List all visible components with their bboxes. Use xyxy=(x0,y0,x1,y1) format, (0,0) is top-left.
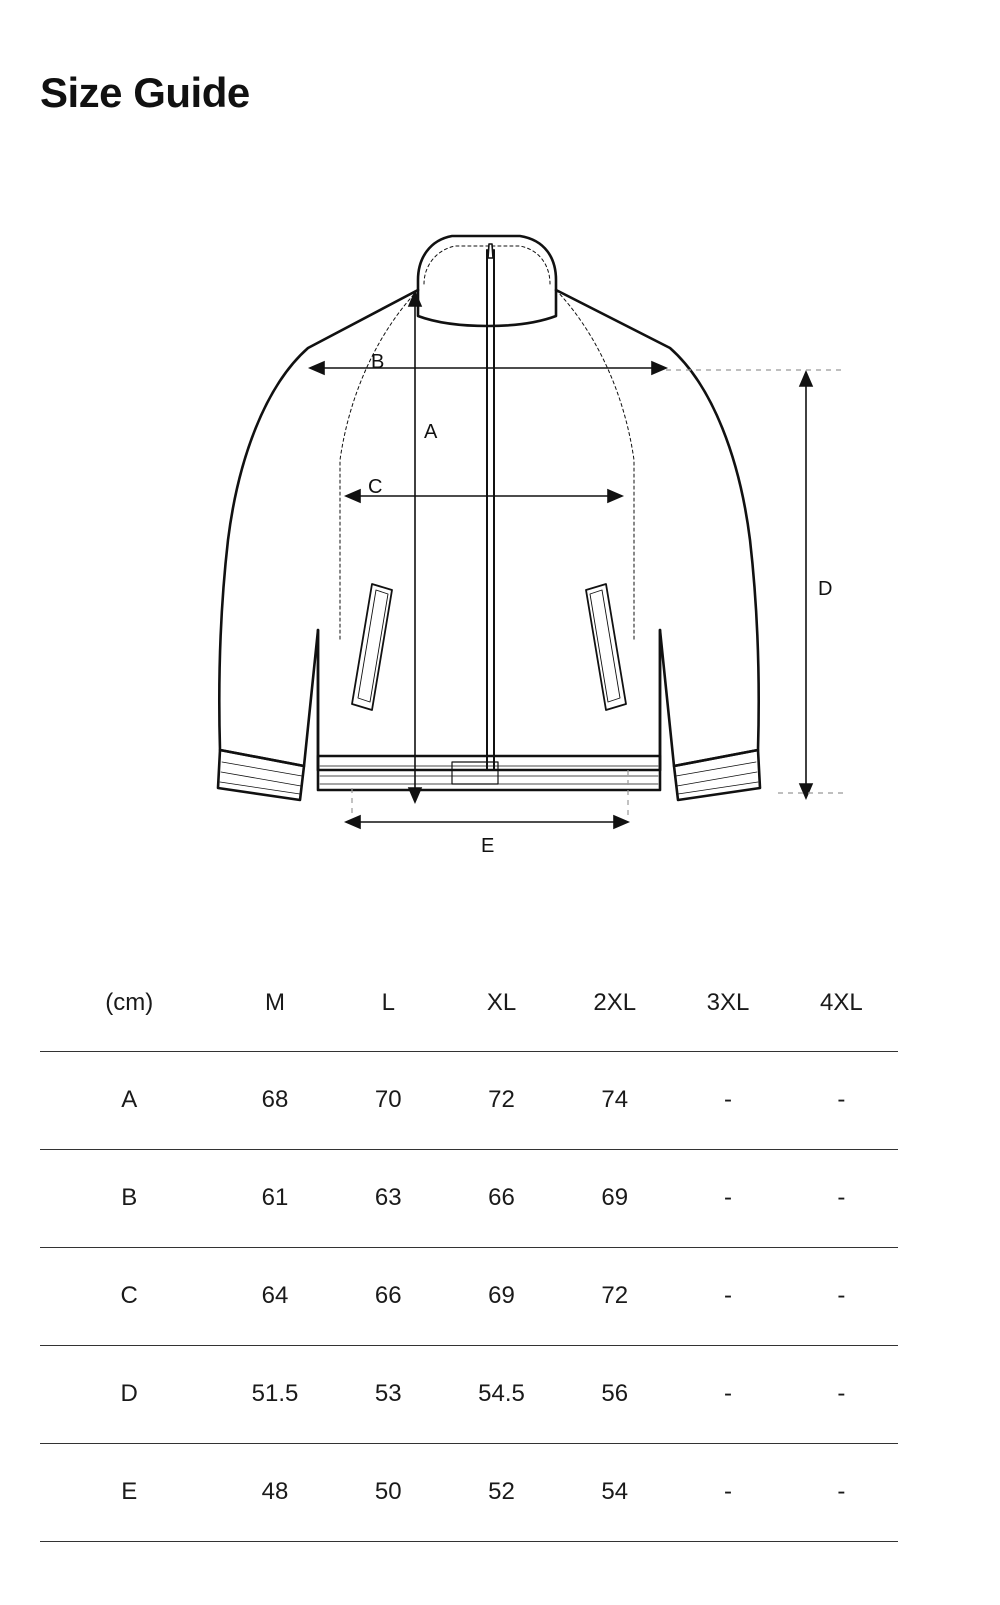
row-label-c: C xyxy=(40,1247,218,1345)
cell-b-2xl: 69 xyxy=(558,1149,671,1247)
table-row xyxy=(40,1247,898,1345)
cell-e-4xl: - xyxy=(785,1443,898,1541)
size-header-3xl: 3XL xyxy=(671,955,784,1051)
page-title: Size Guide xyxy=(40,69,250,116)
row-label-b: B xyxy=(40,1149,218,1247)
cell-c-m: 64 xyxy=(218,1247,331,1345)
cell-d-4xl: - xyxy=(785,1345,898,1443)
cell-a-m: 68 xyxy=(218,1051,331,1149)
size-header-4xl: 4XL xyxy=(785,955,898,1051)
cell-a-l: 70 xyxy=(332,1051,445,1149)
cell-c-l: 66 xyxy=(332,1247,445,1345)
table-row xyxy=(40,1345,898,1443)
cell-b-4xl: - xyxy=(785,1149,898,1247)
cell-e-3xl: - xyxy=(671,1443,784,1541)
cell-d-3xl: - xyxy=(671,1345,784,1443)
cell-d-xl: 54.5 xyxy=(445,1345,558,1443)
cell-a-4xl: - xyxy=(785,1051,898,1149)
size-header-m: M xyxy=(218,955,331,1051)
cell-b-m: 61 xyxy=(218,1149,331,1247)
size-header-2xl: 2XL xyxy=(558,955,671,1051)
cell-e-l: 50 xyxy=(332,1443,445,1541)
cell-d-l: 53 xyxy=(332,1345,445,1443)
cell-c-2xl: 72 xyxy=(558,1247,671,1345)
measurement-label-c: C xyxy=(368,476,383,498)
cell-b-l: 63 xyxy=(332,1149,445,1247)
measurement-label-e: E xyxy=(481,835,495,857)
cell-a-xl: 72 xyxy=(445,1051,558,1149)
size-header-xl: XL xyxy=(445,955,558,1051)
row-label-d: D xyxy=(40,1345,218,1443)
measurement-label-b: B xyxy=(371,351,385,373)
cell-e-m: 48 xyxy=(218,1443,331,1541)
table-row xyxy=(40,1051,898,1149)
unit-header: (cm) xyxy=(40,955,218,1051)
table-header-row xyxy=(40,955,898,1051)
cell-e-xl: 52 xyxy=(445,1443,558,1541)
cell-b-3xl: - xyxy=(671,1149,784,1247)
cell-b-xl: 66 xyxy=(445,1149,558,1247)
size-table xyxy=(40,955,898,1542)
cell-e-2xl: 54 xyxy=(558,1443,671,1541)
jacket-diagram xyxy=(0,210,1000,870)
table-row xyxy=(40,1443,898,1541)
cell-c-4xl: - xyxy=(785,1247,898,1345)
cell-c-xl: 69 xyxy=(445,1247,558,1345)
measurement-label-d: D xyxy=(818,578,833,600)
cell-d-m: 51.5 xyxy=(218,1345,331,1443)
row-label-e: E xyxy=(40,1443,218,1541)
cell-a-3xl: - xyxy=(671,1051,784,1149)
table-row xyxy=(40,1149,898,1247)
cell-a-2xl: 74 xyxy=(558,1051,671,1149)
row-label-a: A xyxy=(40,1051,218,1149)
cell-c-3xl: - xyxy=(671,1247,784,1345)
cell-d-2xl: 56 xyxy=(558,1345,671,1443)
size-header-l: L xyxy=(332,955,445,1051)
size-table-container xyxy=(40,955,898,1542)
measurement-label-a: A xyxy=(424,421,438,443)
